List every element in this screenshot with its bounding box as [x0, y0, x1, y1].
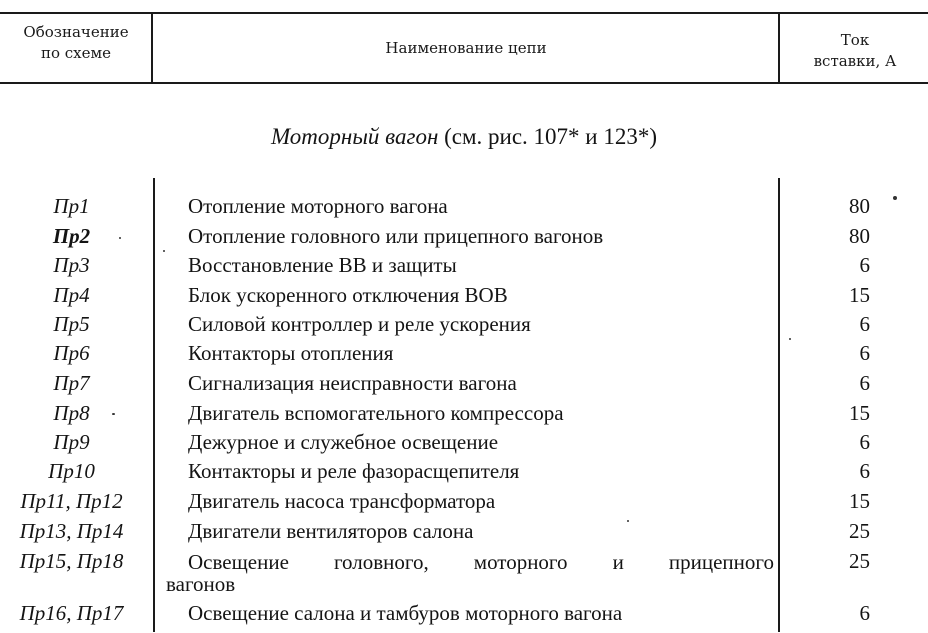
row-code: Пр7 — [53, 371, 90, 395]
header-code-line2: по схеме — [40, 44, 112, 62]
row-name: Дежурное и служебное освещение — [188, 430, 499, 454]
scan-speck — [789, 338, 791, 340]
row-code: Пр1 — [53, 194, 90, 218]
row-value: 80 — [849, 224, 870, 248]
row-name: Двигатель вспомогательного компрессора — [188, 401, 564, 425]
header-top-rule — [0, 12, 928, 14]
row-value: 15 — [849, 283, 870, 307]
row-name: Отопление моторного вагона — [188, 194, 448, 218]
row-code: Пр16, Пр17 — [19, 601, 124, 625]
row-value: 15 — [849, 489, 870, 513]
header-bottom-rule — [0, 82, 928, 84]
row-code: Пр3 — [53, 253, 90, 277]
row-name-line2: вагонов — [166, 572, 236, 596]
row-code: Пр13, Пр14 — [19, 519, 124, 543]
row-value: 6 — [859, 459, 870, 483]
table-row — [0, 399, 928, 428]
table-row — [0, 192, 928, 221]
row-name-word: и — [612, 550, 624, 574]
scan-speck — [163, 250, 165, 252]
row-code: Пр2 — [52, 224, 91, 248]
row-value: 15 — [849, 401, 870, 425]
row-name: Двигатель насоса трансформатора — [188, 489, 496, 513]
table-row — [0, 517, 928, 546]
row-code: Пр5 — [53, 312, 90, 336]
scan-speck — [119, 237, 121, 239]
table-row — [0, 222, 928, 251]
row-value: 6 — [859, 601, 870, 625]
row-code: Пр9 — [53, 430, 90, 454]
header-divider-2 — [778, 13, 780, 83]
header-code-cell — [8, 22, 144, 64]
row-name-word: моторного — [473, 550, 568, 574]
row-name: Сигнализация неисправности вагона — [188, 371, 517, 395]
table-row — [0, 599, 928, 628]
section-title-rest: (см. рис. 107* и 123*) — [444, 124, 658, 149]
header-code-line1: Обозначение — [23, 23, 129, 41]
row-name-word: прицепного — [668, 550, 774, 574]
row-name: Силовой контроллер и реле ускорения — [188, 312, 531, 336]
row-code: Пр15, Пр18 — [19, 549, 124, 573]
row-value: 25 — [849, 519, 870, 543]
header-current-cell — [782, 30, 928, 72]
table-row — [0, 457, 928, 486]
section-title — [0, 124, 928, 150]
header-current-line2: вставки, А — [813, 52, 897, 70]
row-name: Контакторы отопления — [188, 341, 394, 365]
row-code: Пр6 — [53, 341, 90, 365]
row-value: 6 — [859, 341, 870, 365]
header-divider-1 — [151, 13, 153, 83]
row-value: 6 — [859, 312, 870, 336]
row-code: Пр8 — [53, 401, 90, 425]
row-name: Восстановление ВВ и защиты — [188, 253, 457, 277]
table-row — [0, 369, 928, 398]
row-name: Блок ускоренного отключения ВОВ — [188, 283, 508, 307]
row-name: Отопление головного или прицепного вагонов — [188, 224, 604, 248]
row-value: 80 — [849, 194, 870, 218]
row-value: 25 — [849, 549, 870, 573]
row-name-word: головного, — [333, 550, 429, 574]
row-code: Пр11, Пр12 — [20, 489, 123, 513]
header-name-cell: Наименование цепи — [385, 39, 547, 57]
row-value: 6 — [859, 371, 870, 395]
row-name: Контакторы и реле фазорасщепителя — [188, 459, 520, 483]
scan-speck — [627, 520, 629, 522]
row-value: 6 — [859, 430, 870, 454]
table-row — [0, 547, 928, 596]
table-row — [0, 251, 928, 280]
row-name-word: Освещение — [188, 550, 289, 574]
row-name: Двигатели вентиляторов салона — [188, 519, 474, 543]
row-name-line1 — [166, 551, 774, 573]
row-name — [166, 551, 774, 595]
row-value: 6 — [859, 253, 870, 277]
scan-speck — [893, 196, 897, 200]
scan-speck — [112, 413, 115, 415]
section-title-italic: Моторный вагон — [270, 124, 439, 149]
table-row — [0, 310, 928, 339]
table-row — [0, 281, 928, 310]
row-code: Пр10 — [48, 459, 95, 483]
row-code: Пр4 — [53, 283, 90, 307]
table-row — [0, 428, 928, 457]
header-current-line1: Ток — [840, 31, 870, 49]
table-row — [0, 487, 928, 516]
row-name: Освещение салона и тамбуров моторного вагона — [188, 601, 623, 625]
table-row — [0, 339, 928, 368]
